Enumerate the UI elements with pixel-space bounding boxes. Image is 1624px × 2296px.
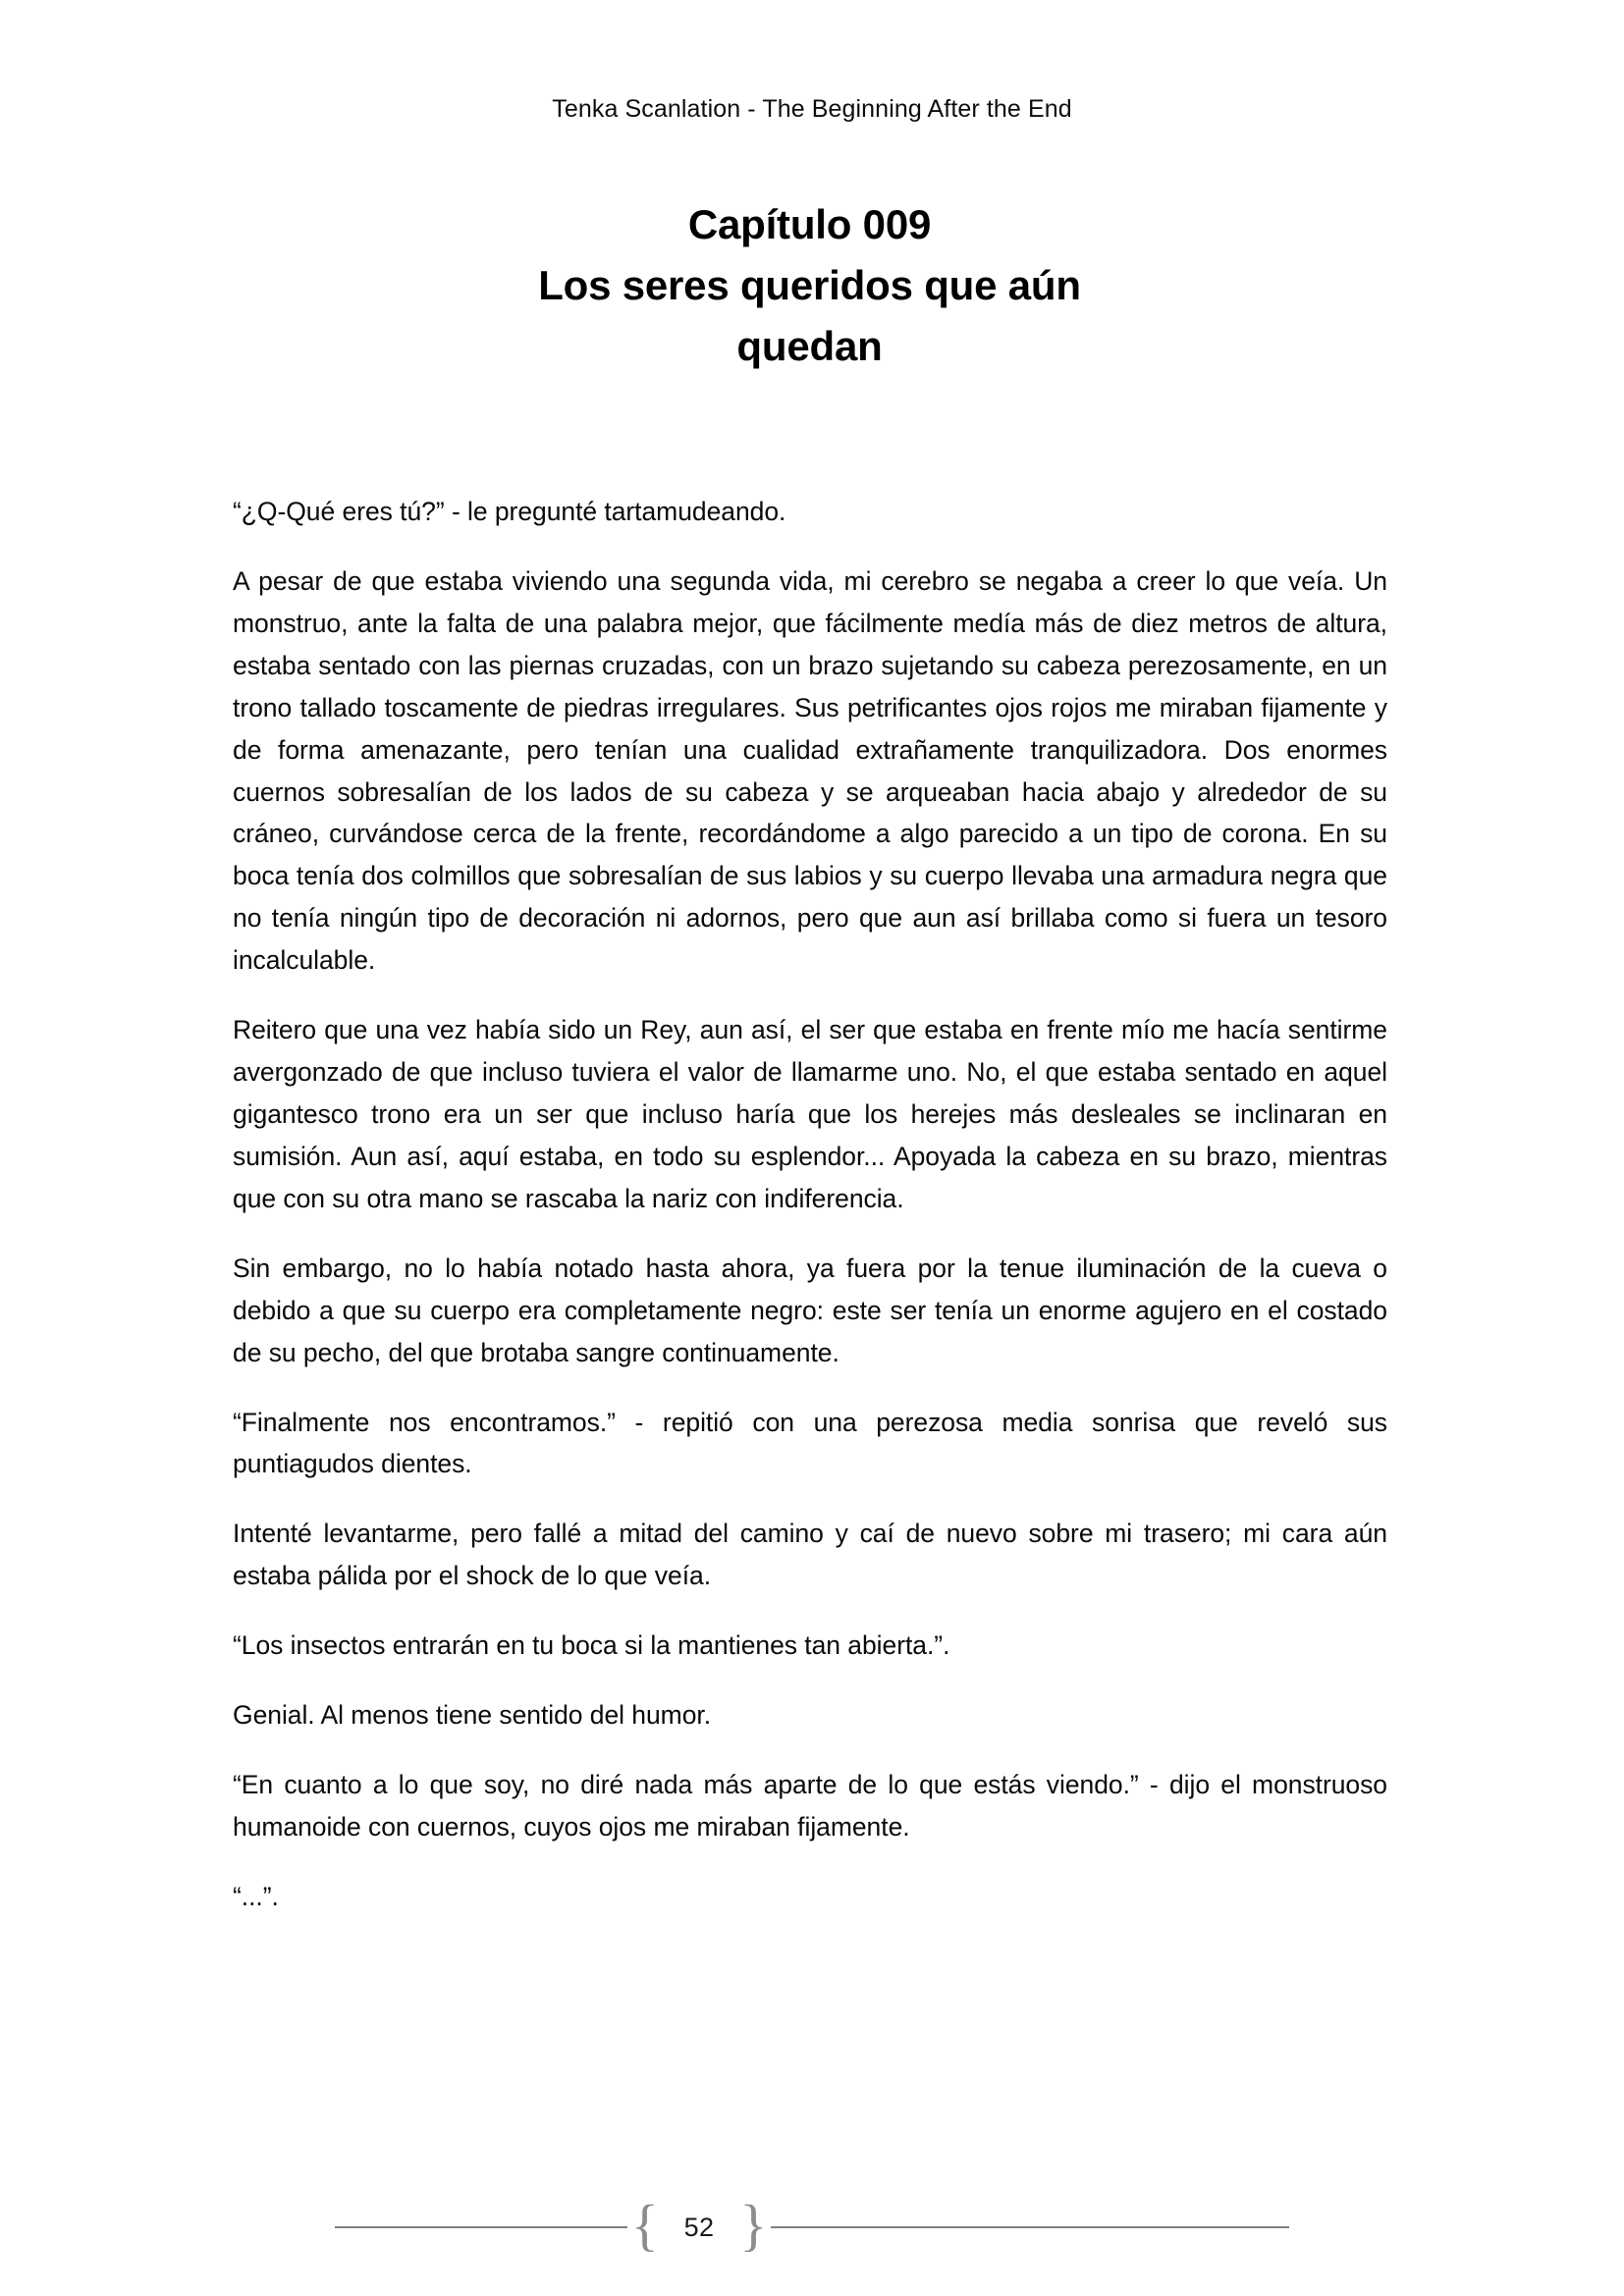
- paragraph: Genial. Al menos tiene sentido del humor.: [233, 1700, 712, 1731]
- chapter-number: Capítulo 009: [687, 201, 932, 247]
- left-brace-icon: {: [630, 2193, 659, 2257]
- running-header: Tenka Scanlation - The Beginning After the End: [552, 95, 1072, 123]
- right-brace-icon: }: [739, 2193, 768, 2257]
- paragraph: Sin embargo, no lo había notado hasta ahora, ya fuera por la tenue iluminación de la cueva o debido a que su cuerpo era completamente negro: este ser tenía un enorme agujero en el costado de su pecho, del que brotaba sangre continuamente.: [233, 1253, 1387, 1367]
- chapter-name-line-2: quedan: [736, 323, 883, 370]
- paragraph: “...”.: [233, 1881, 279, 1911]
- chapter-name-line-1: Los seres queridos que aún: [538, 262, 1081, 309]
- footer-rule-left: [335, 2226, 627, 2228]
- paragraph: Intenté levantarme, pero fallé a mitad del camino y caí de nuevo sobre mi trasero; mi cara aún estaba pálida por el shock de lo que veía.: [233, 1519, 1387, 1591]
- body-text: [233, 491, 1387, 1918]
- chapter-title-block: [233, 194, 1386, 377]
- paragraph: A pesar de que estaba viviendo una segunda vida, mi cerebro se negaba a creer lo que veía. Un monstruo, ante la falta de una palabra mejor, que fácilmente medía más de diez metros de altura, estaba sentado con las piernas cruzadas, con un brazo sujetando su cabeza perezosamente, en un trono tallado toscamente de piedras irregulares. Sus petrificantes ojos rojos me miraban fijamente y de forma amenazante, pero tenían una cualidad extrañamente tranquilizadora. Dos enormes cuernos sobresalían de los lados de su cabeza y se arqueaban hacia abajo y alrededor de su cráneo, curvándose cerca de la frente, recordándome a algo parecido a un tipo de corona. En su boca tenía dos colmillos que sobresalían de sus labios y su cuerpo llevaba una armadura negra que no tenía ningún tipo de decoración ni adornos, pero que aun así brillaba como si fuera un tesoro incalculable.: [233, 565, 1387, 976]
- paragraph: “En cuanto a lo que soy, no diré nada más aparte de lo que estás viendo.” - dijo el monstruoso humanoide con cuernos, cuyos ojos me miraban fijamente.: [233, 1770, 1387, 1842]
- page-number-group: [627, 2193, 771, 2257]
- page-number: 52: [683, 2212, 715, 2242]
- paragraph: “Los insectos entrarán en tu boca si la mantienes tan abierta.”.: [233, 1630, 950, 1661]
- page-footer: [0, 2188, 1624, 2267]
- footer-rule-right: [771, 2226, 1289, 2228]
- paragraph: “¿Q-Qué eres tú?” - le pregunté tartamudeando.: [233, 497, 786, 526]
- paragraph: “Finalmente nos encontramos.” - repitió con una perezosa media sonrisa que reveló sus puntiagudos dientes.: [233, 1407, 1387, 1479]
- chapter-name: [233, 255, 1386, 377]
- paragraph: Reitero que una vez había sido un Rey, aun así, el ser que estaba en frente mío me hacía sentirme avergonzado de que incluso tuviera el valor de llamarme uno. No, el que estaba sentado en aquel gigantesco trono era un ser que incluso haría que los herejes más desleales se inclinaran en sumisión. Aun así, aquí estaba, en todo su esplendor... Apoyada la cabeza en su brazo, mientras que con su otra mano se rascaba la nariz con indiferencia.: [233, 1015, 1387, 1213]
